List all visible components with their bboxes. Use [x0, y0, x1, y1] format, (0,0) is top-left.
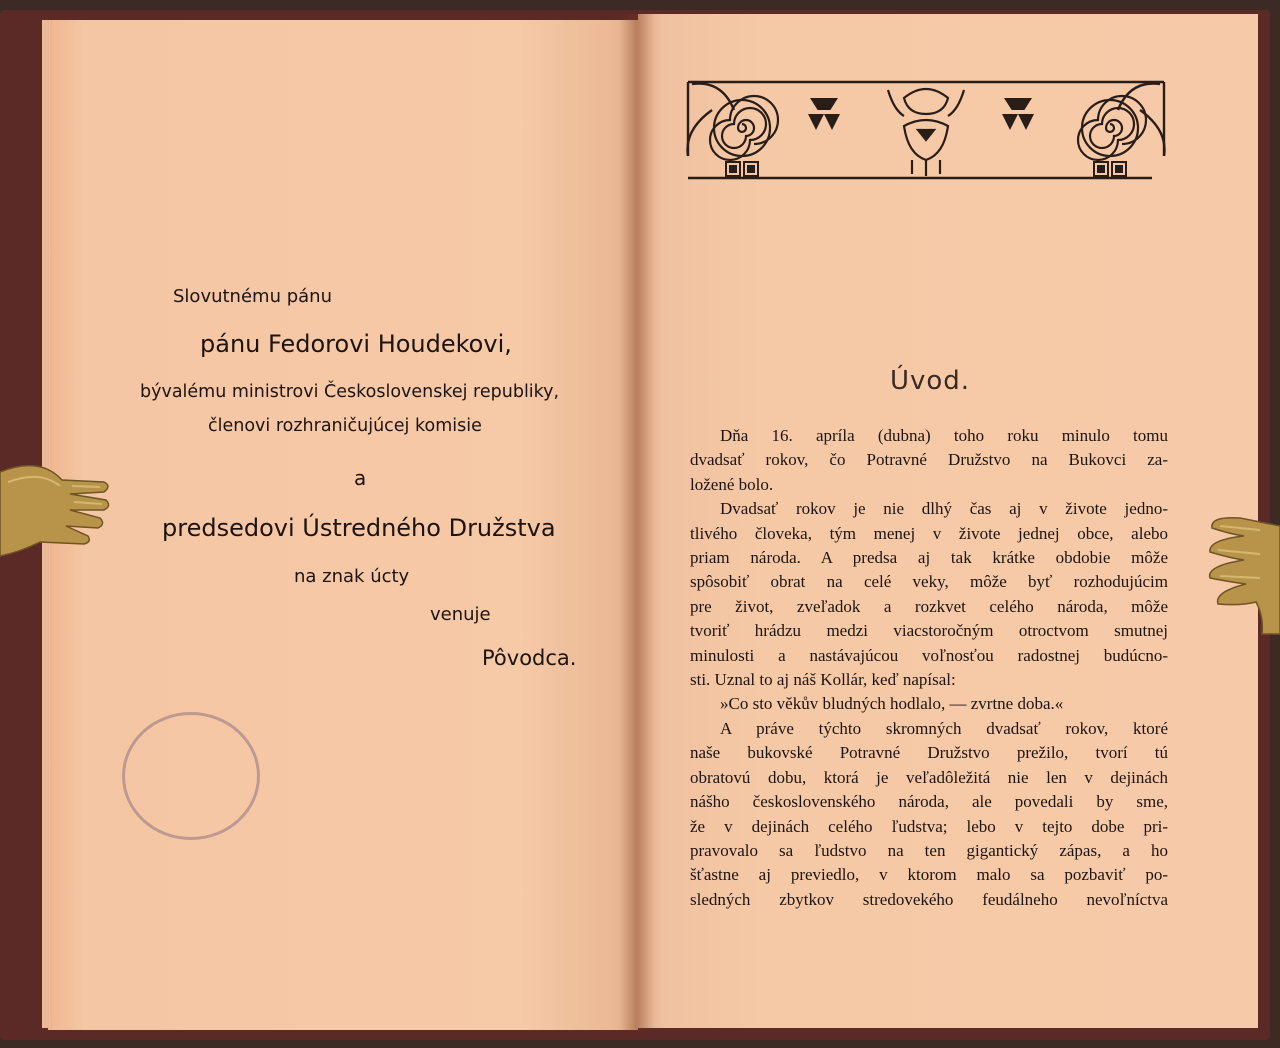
text-line: tvoriť hrádzu medzi viacstoročným otroctvom smutnej: [690, 621, 1168, 641]
dedication-name: pánu Fedorovi Houdekovi,: [200, 330, 512, 358]
dedication-salutation: Slovutnému pánu: [173, 286, 332, 307]
text-line: spôsobiť obrat na celé veky, môže byť rozhodujúcim: [690, 572, 1168, 592]
dedication-role-chairman: predsedovi Ústredného Družstva: [162, 514, 556, 542]
text-line: sledných zbytkov stredovekého feudálneho nevoľníctva: [690, 889, 1168, 909]
text-line: dvadsať rokov, čo Potravné Družstvo na Bukovci za-: [690, 450, 1168, 470]
chapter-title: Úvod.: [889, 366, 971, 396]
mask-motif-icon: [888, 89, 964, 176]
text-line: A práve týchto skromných dvadsať rokov, ktoré: [720, 718, 1168, 738]
text-line: »Co sto věkův bludných hodlalo, — zvrtne doba.«: [720, 694, 1064, 714]
dedication-role-commission: členovi rozhraničujúcej komisie: [208, 416, 482, 436]
text-line: že v dejinách celého ľudstva; lebo v tejto dobe pri-: [690, 816, 1168, 836]
text-line: obratovú dobu, ktorá je veľadôležitá nie len v dejinách: [690, 767, 1168, 787]
chapter-body: [690, 424, 1168, 912]
dedication-mark: na znak úcty: [294, 566, 410, 587]
dedication-role-minister: bývalému ministrovi Československej republiky,: [140, 382, 560, 402]
text-line: šťastne aj previedlo, v ktorom malo sa pozbaviť po-: [690, 865, 1168, 885]
headpiece-ornament: [682, 70, 1170, 190]
spiral-icon: [1078, 96, 1146, 160]
text-line: pre život, zveľadok a rozkvet celého národa, môže: [690, 596, 1168, 616]
text-line: priam národa. A predsa aj tak krátke obdobie môže: [690, 548, 1168, 568]
dedication-conjunction: a: [354, 466, 367, 490]
spiral-icon: [710, 96, 778, 160]
dedication-verb: venuje: [430, 604, 491, 625]
right-page-holder: [1200, 510, 1280, 640]
text-line: tlivého človeka, tým menej v živote jednej obce, alebo: [690, 523, 1168, 543]
text-line: naše bukovské Potravné Družstvo prežilo, tvorí tú: [690, 743, 1168, 763]
dedication-block: [48, 20, 638, 1030]
text-line: ložené bolo.: [690, 474, 774, 494]
text-line: nášho československého národa, ale povedali by sme,: [690, 792, 1168, 812]
text-line: Dňa 16. apríla (dubna) toho roku minulo tomu: [720, 426, 1168, 445]
left-page-holder: [0, 452, 112, 572]
text-line: sti. Uznal to aj náš Kollár, keď napísal:: [690, 670, 956, 690]
text-line: Dvadsať rokov je nie dlhý čas aj v živote jedno-: [720, 499, 1168, 519]
text-line: pravovalo sa ľudstvo na ten gigantický zápas, a ho: [690, 840, 1168, 860]
text-line: minulosti a nastávajúcou voľnosťou radostnej budúcno-: [690, 645, 1168, 665]
dedication-author: Pôvodca.: [482, 646, 577, 670]
